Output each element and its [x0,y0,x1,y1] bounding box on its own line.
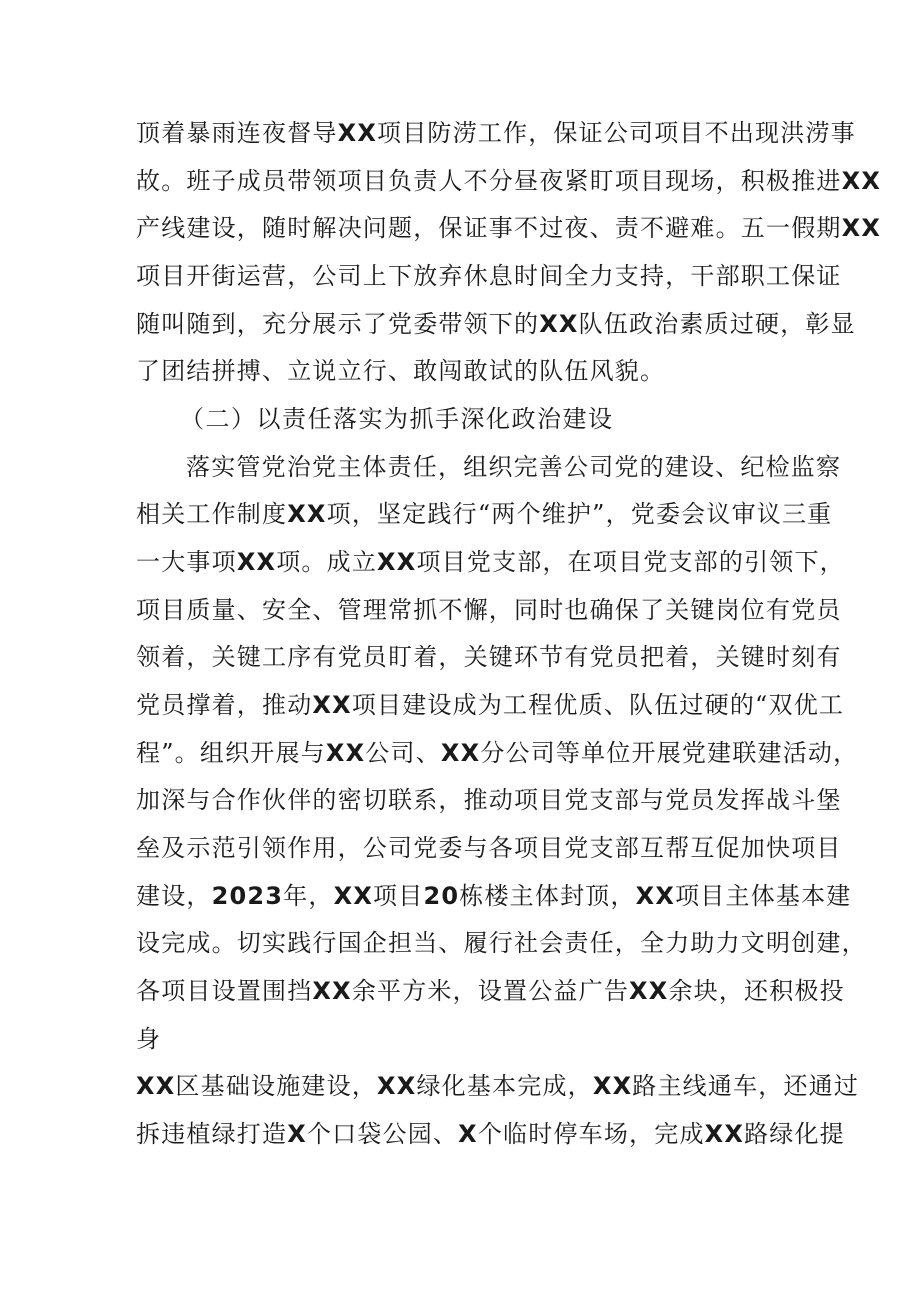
body-text-line: 拆违植绿打造X个口袋公园、X个临时停车场，完成XX路绿化提 [136,1120,845,1148]
body-text-line: 领着，关键工序有党员盯着，关键环节有党员把着，关键时刻有 [136,643,842,671]
body-text-line: 相关工作制度XX项，坚定践行“两个维护”，党委会议审议三重 [136,500,833,528]
body-text-line: 项目质量、安全、管理常抓不懈，同时也确保了关键岗位有党员 [136,596,842,624]
body-text-line: 垒及示范引领作用，公司党委与各项目党支部互帮互促加快项目 [136,834,842,862]
body-text-line: XX区基础设施建设，XX绿化基本完成，XX路主线通车，还通过 [136,1072,860,1100]
body-text-line: 随叫随到，充分展示了党委带领下的XX队伍政治素质过硬，彰显 [136,310,856,338]
body-text-line: 党员撑着，推动XX项目建设成为工程优质、队伍过硬的“双优工 [136,691,845,719]
body-text-line: 一大事项XX项。成立XX项目党支部，在项目党支部的引领下， [136,548,845,576]
section-heading: （二）以责任落实为抓手深化政治建设 [180,405,614,433]
body-text-line: 落实管党治党主体责任，组织完善公司党的建设、纪检监察 [186,453,842,481]
body-text-line: 项目开街运营，公司上下放弃休息时间全力支持，干部职工保证 [136,262,842,290]
body-text-line: 各项目设置围挡XX余平方米，设置公益广告XX余块，还积极投 [136,977,845,1005]
body-text-line: 建设，2023年，XX项目20栋楼主体封顶，XX项目主体基本建 [136,882,852,910]
body-text-line: 顶着暴雨连夜督导XX项目防涝工作，保证公司项目不出现洪涝事 [136,119,856,147]
body-text-line: 产线建设，随时解决问题，保证事不过夜、责不避难。五一假期XX [136,214,882,242]
body-text-line: 加深与合作伙伴的密切联系，推动项目党支部与党员发挥战斗堡 [136,786,842,814]
body-text-line: 故。班子成员带领项目负责人不分昼夜紧盯项目现场，积极推进XX [136,167,882,195]
body-text-line: 设完成。切实践行国企担当、履行社会责任，全力助力文明创建， [136,929,867,957]
body-text-line: 程”。组织开展与XX公司、XX分公司等单位开展党建联建活动， [136,739,859,767]
body-text-line: 了团结拼搏、立说立行、敢闯敢试的队伍风貌。 [136,357,666,385]
body-text-line: 身 [136,1025,162,1053]
